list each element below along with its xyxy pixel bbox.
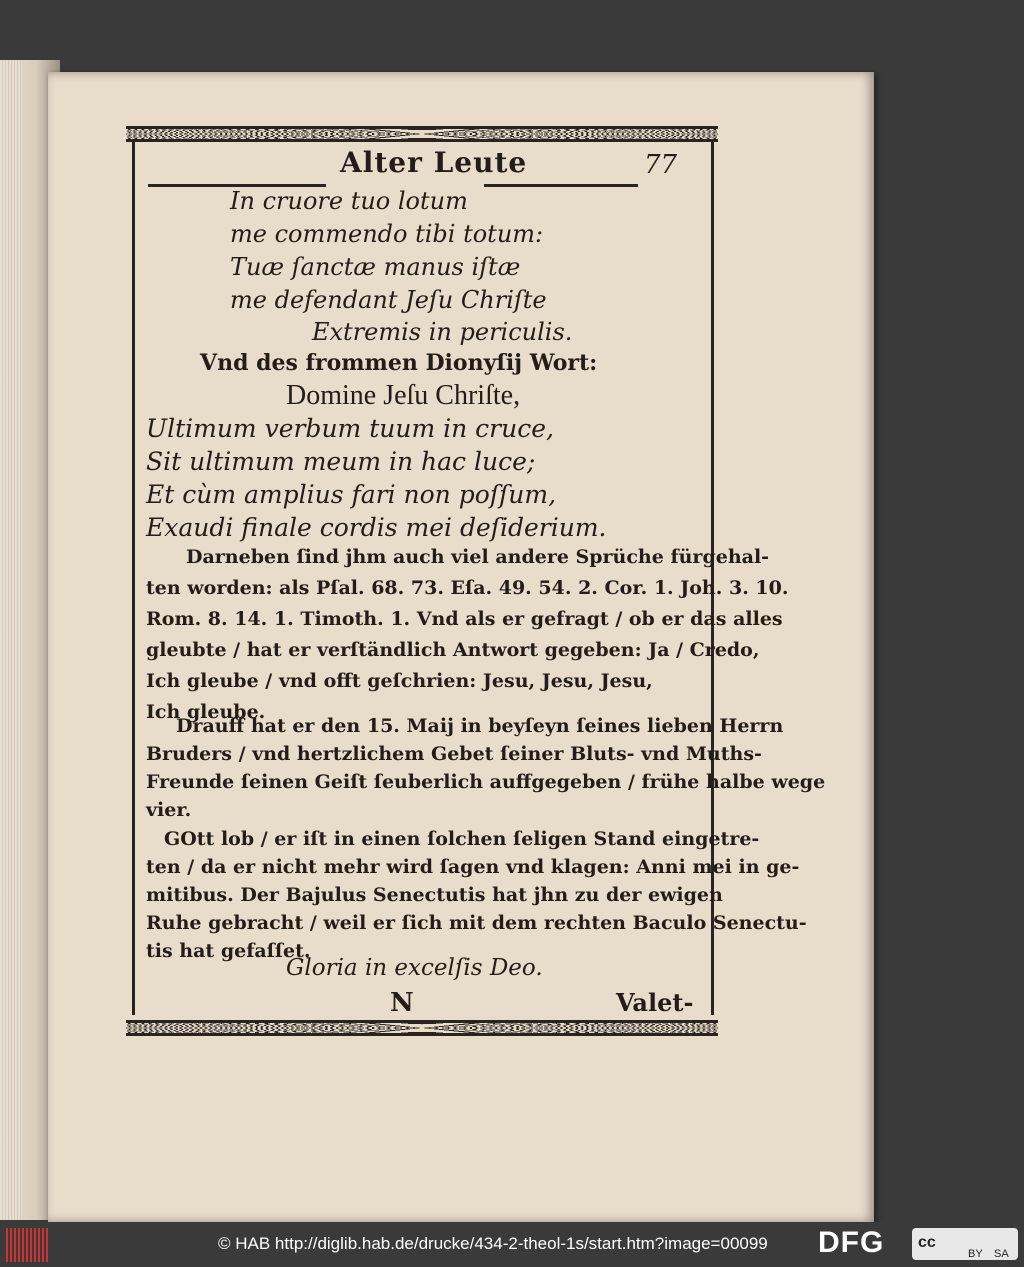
text-line: In cruore tuo lotum <box>230 187 468 215</box>
dfg-logo: DFG <box>818 1226 885 1259</box>
text-line: Ich gleube / vnd offt geſchrien: Jesu, Jesu, Jesu, <box>146 670 653 692</box>
text-line: Darneben ſind jhm auch viel andere Sprüche fürgehal- <box>186 546 770 568</box>
page-number: 77 <box>644 150 678 180</box>
text-line: vier. <box>146 799 192 821</box>
text-line: Rom. 8. 14. 1. Timoth. 1. Vnd als er gefragt / ob er das alles <box>146 608 783 630</box>
text-line: ten / da er nicht mehr wird ſagen vnd klagen: Anni mei in ge- <box>146 856 800 878</box>
text-line: Tuæ ſanctæ manus iſtæ <box>230 253 521 281</box>
license-by-label: BY <box>968 1248 983 1260</box>
header-rule-right <box>484 184 638 187</box>
signature-mark: N <box>390 988 414 1018</box>
text-line: Ultimum verbum tuum in cruce, <box>146 414 554 443</box>
text-line: Exaudi finale cordis mei deſiderium. <box>146 513 607 542</box>
text-line: Bruders / vnd hertzlichem Gebet ſeiner Bluts- vnd Muths- <box>146 743 762 765</box>
text-line: Domine Jeſu Chriſte, <box>286 380 521 411</box>
citation-link[interactable]: © HAB http://diglib.hab.de/drucke/434-2-theol-1s/start.htm?image=00099 <box>218 1234 768 1253</box>
text-line: Ich gleube. <box>146 701 266 723</box>
running-title: Alter Leute <box>340 146 528 179</box>
cc-license-badge[interactable] <box>912 1228 1018 1260</box>
text-line: Gloria in excelſis Deo. <box>286 955 543 981</box>
viewer-footer <box>0 1222 1024 1267</box>
text-line: Et cùm amplius fari non poſſum, <box>146 480 557 509</box>
hab-logo-icon <box>6 1228 48 1262</box>
text-line: me commendo tibi totum: <box>230 220 544 248</box>
cc-icon: cc <box>918 1234 936 1251</box>
bottom-ornament-border <box>126 1020 718 1036</box>
text-line: Extremis in periculis. <box>312 318 573 346</box>
text-line: mitibus. Der Bajulus Senectutis hat jhn zu der ewigen <box>146 884 723 906</box>
text-line: Freunde ſeinen Geiſt ſeuberlich auffgegeben / frühe halbe wege <box>146 771 826 793</box>
text-line: tis hat gefaſſet. <box>146 940 311 962</box>
text-line: ten worden: als Pſal. 68. 73. Eſa. 49. 54. 2. Cor. 1. Joh. 3. 10. <box>146 577 789 599</box>
license-sa-label: SA <box>994 1248 1009 1260</box>
text-line: gleubte / hat er verſtändlich Antwort gegeben: Ja / Credo, <box>146 639 760 661</box>
catchword: Valet- <box>616 988 694 1017</box>
text-line: GOtt lob / er iſt in einen ſolchen ſeligen Stand eingetre- <box>164 828 760 850</box>
text-line: Ruhe gebracht / weil er ſich mit dem rechten Baculo Senectu- <box>146 912 807 934</box>
text-line: Drauff hat er den 15. Maij in beyſeyn ſeines lieben Herrn <box>176 715 784 737</box>
text-line: Vnd des frommen Dionyſij Wort: <box>200 350 598 376</box>
text-line: Sit ultimum meum in hac luce; <box>146 447 536 476</box>
text-line: me defendant Jeſu Chriſte <box>230 286 547 314</box>
